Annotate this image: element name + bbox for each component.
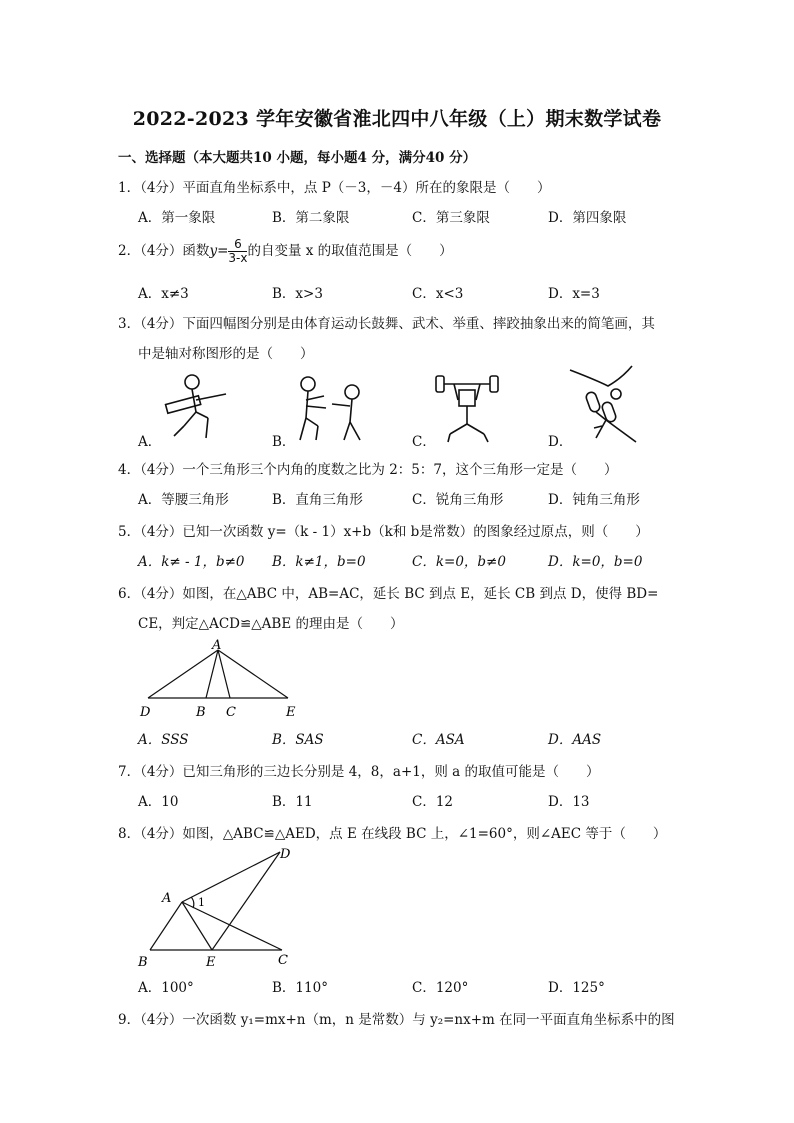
question-3-option-d[interactable]: D． xyxy=(548,434,573,450)
question-1-stem: 1．（4分）平面直角坐标系中，点 P（－3，－4）所在的象限是（ ） xyxy=(118,180,551,196)
point-e-label: E xyxy=(286,705,296,720)
function-lhs: y= xyxy=(209,243,229,259)
question-5-option-c[interactable]: C．k=0，b≠0 xyxy=(412,554,506,570)
question-5-option-a[interactable]: A．k≠ - 1，b≠0 xyxy=(138,554,245,570)
drum-dance-figure xyxy=(160,370,235,445)
question-4-option-d[interactable]: D．钝角三角形 xyxy=(548,492,640,508)
martial-arts-figure xyxy=(296,374,368,444)
question-6-option-c[interactable]: C．ASA xyxy=(412,732,465,748)
point-e-label: E xyxy=(206,955,216,970)
question-6-option-a[interactable]: A．SSS xyxy=(138,732,189,748)
question-1-option-d[interactable]: D．第四象限 xyxy=(548,210,627,226)
question-7-option-c[interactable]: C．12 xyxy=(412,794,454,810)
page-title: 2022-2023 学年安徽省淮北四中八年级（上）期末数学试卷 xyxy=(132,108,662,130)
point-b-label: B xyxy=(138,955,148,970)
question-1-option-a[interactable]: A．第一象限 xyxy=(138,210,216,226)
question-6-option-b[interactable]: B．SAS xyxy=(272,732,324,748)
wrestling-figure xyxy=(566,362,646,446)
question-3-line-1: 3．（4分）下面四幅图分别是由体育运动长鼓舞、武术、举重、摔跤抽象出来的简笔画，其 xyxy=(118,316,655,332)
question-4-option-c[interactable]: C．锐角三角形 xyxy=(412,492,504,508)
question-1-option-b[interactable]: B．第二象限 xyxy=(272,210,350,226)
question-4-stem: 4．（4分）一个三角形三个内角的度数之比为 2：5：7，这个三角形一定是（ ） xyxy=(118,462,618,478)
question-4-option-b[interactable]: B．直角三角形 xyxy=(272,492,363,508)
question-1-option-c[interactable]: C．第三象限 xyxy=(412,210,490,226)
angle-one-label: 1 xyxy=(198,896,205,909)
question-2-stem-pre: 2．（4分）函数 xyxy=(118,243,210,259)
question-3-line-2: 中是轴对称图形的是（ ） xyxy=(138,346,314,362)
question-3-option-a[interactable]: A． xyxy=(138,434,162,450)
question-8-option-b[interactable]: B．110° xyxy=(272,980,328,996)
question-8-option-c[interactable]: C．120° xyxy=(412,980,469,996)
weightlifting-figure xyxy=(432,374,502,444)
question-2-option-c[interactable]: C．x<3 xyxy=(412,286,464,302)
question-8-option-a[interactable]: A．100° xyxy=(138,980,194,996)
point-d-label: D xyxy=(140,705,151,720)
question-6-line-2: CE，判定△ACD≌△ABE 的理由是（ ） xyxy=(138,616,404,632)
question-6-option-d[interactable]: D．AAS xyxy=(548,732,602,748)
fraction-denominator: 3-x xyxy=(228,251,248,265)
question-6-line-1: 6．（4分）如图，在△ABC 中，AB=AC，延长 BC 到点 E，延长 CB 到点 D，使得 BD= xyxy=(118,586,659,602)
question-2-option-a[interactable]: A．x≠3 xyxy=(138,286,189,302)
triangle-figure-q6 xyxy=(130,636,310,722)
question-7-option-d[interactable]: D．13 xyxy=(548,794,590,810)
question-2-option-d[interactable]: D．x=3 xyxy=(548,286,600,302)
fraction-numerator: 6 xyxy=(228,238,247,252)
question-4-option-a[interactable]: A．等腰三角形 xyxy=(138,492,229,508)
question-7-option-b[interactable]: B．11 xyxy=(272,794,313,810)
question-7-option-a[interactable]: A．10 xyxy=(138,794,179,810)
point-a-label: A xyxy=(212,638,222,653)
question-5-option-d[interactable]: D．k=0，b=0 xyxy=(548,554,643,570)
fraction xyxy=(228,238,247,265)
point-c-label: C xyxy=(278,953,288,968)
point-c-label: C xyxy=(226,705,236,720)
point-d-label: D xyxy=(280,847,291,862)
question-5-stem: 5．（4分）已知一次函数 y=（k - 1）x+b（k和 b是常数）的图象经过原点，则（ ） xyxy=(118,524,649,540)
question-5-option-b[interactable]: B．k≠1，b=0 xyxy=(272,554,366,570)
point-a-label: A xyxy=(162,891,172,906)
point-b-label: B xyxy=(196,705,206,720)
question-3-option-b[interactable]: B． xyxy=(272,434,296,450)
question-2-option-b[interactable]: B．x>3 xyxy=(272,286,323,302)
triangle-figure-q8 xyxy=(130,842,300,972)
question-2-stem xyxy=(118,238,453,265)
question-8-stem: 8．（4分）如图，△ABC≌△AED，点 E 在线段 BC 上，∠1=60°，则∠AEC 等于（ ） xyxy=(118,826,667,842)
question-7-stem: 7．（4分）已知三角形的三边长分别是 4，8，a+1，则 a 的取值可能是（ ） xyxy=(118,764,600,780)
question-8-option-d[interactable]: D．125° xyxy=(548,980,605,996)
question-2-stem-post: 的自变量 x 的取值范围是（ ） xyxy=(247,243,453,259)
question-9-stem: 9．（4分）一次函数 y₁=mx+n（m，n 是常数）与 y₂=nx+m 在同一平面直角坐标系中的图 xyxy=(118,1012,675,1028)
section-heading: 一、选择题（本大题共10 小题，每小题4 分，满分40 分） xyxy=(118,150,477,166)
question-3-option-c[interactable]: C． xyxy=(412,434,436,450)
